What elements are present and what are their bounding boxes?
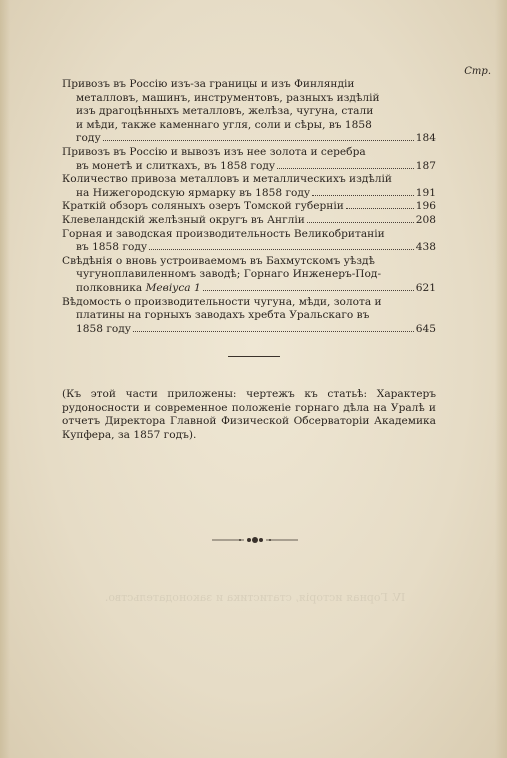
toc-entry [62,78,436,146]
toc-entry-line: чугуноплавиленномъ заводѣ; Горнаго Инженеръ-Под- [76,268,382,281]
toc-entry [62,173,436,200]
toc-entry-title: Клевеландскій желѣзный округъ въ Англіи [62,213,305,226]
toc-entry-last-line [62,200,436,214]
toc-entry-line: изъ драгоцѣнныхъ металловъ, желѣза, чугуна, стали [76,105,374,118]
toc-page-number: 621 [415,281,436,294]
toc-page-number: 187 [415,159,436,172]
toc-entry-title: въ 1858 году [76,241,148,254]
toc-entry-last-line [62,323,436,337]
toc-entry-line: Свѣдѣнія о вновь устроиваемомъ въ Бахмутскомъ уѣздѣ [62,254,375,267]
dot-leader [203,282,414,291]
page-column-label: Стр. [464,66,491,77]
toc-entry-last-line [62,282,436,296]
toc-entry-line: Количество привоза металловъ и металлическихъ издѣлій [62,173,392,186]
toc-entry-line: Горная и заводская производительность Великобританіи [62,227,385,240]
toc-entry-line: Вѣдомость о производительности чугуна, мѣди, золота и [62,295,382,308]
dot-leader [133,323,414,332]
dot-leader [103,132,414,141]
appendix-note: (Къ этой части приложены: чертежъ къ статьѣ: Характеръ рудоносности и современное положеніе горнаго дѣла на Уралѣ и отчетъ Директора Главной Физической Обсерваторіи Академика Купфера, за 1857 годъ). [62,388,436,441]
toc-entry-last-line [62,241,436,255]
toc-page-number: 196 [415,200,436,213]
toc-entry-title: 1858 году [76,322,132,335]
toc-entry-last-line [62,160,436,174]
toc-entry-last-line [62,132,436,146]
ornament-divider [210,534,300,546]
toc-entry-title [76,282,201,296]
dot-leader [149,241,414,250]
toc-page-number: 438 [415,241,436,254]
toc-entry [62,146,436,173]
toc-entry-title: въ монетѣ и слиткахъ, въ 1858 году [76,159,276,172]
toc-entry-author: Мевіуса 1 [145,281,201,294]
toc-entry-line: металловъ, машинъ, инструментовъ, разныхъ издѣлій [76,91,380,104]
toc-page-number: 208 [415,213,436,226]
toc-entry-line: Привозъ въ Россію и вывозъ изъ нее золота и серебра [62,145,366,158]
toc-entry-last-line [62,187,436,201]
toc-entry-last-line [62,214,436,228]
toc-entry-line: платины на горныхъ заводахъ хребта Уральскаго въ [76,309,370,322]
toc-entry [62,200,436,214]
table-of-contents [62,78,436,336]
toc-entry-title: на Нижегородскую ярмарку въ 1858 году [76,186,311,199]
page-edge-left [0,0,10,758]
page-edge-right [495,0,507,758]
separator-rule [228,356,280,357]
toc-entry [62,228,436,255]
toc-page-number: 645 [415,322,436,335]
show-through-text: IV. Горная исторія, статистика и законодательство. [104,591,406,604]
dot-leader [307,214,414,223]
toc-entry [62,255,436,296]
toc-entry-title: году [76,132,101,145]
dot-leader [277,160,414,169]
toc-page-number: 191 [415,186,436,199]
toc-entry [62,296,436,337]
toc-entry-title: Краткій обзоръ соляныхъ озеръ Томской губерніи [62,200,344,213]
dot-leader [312,187,414,196]
dot-leader [346,200,414,209]
toc-entry-author-prefix: полковника [76,281,146,294]
toc-page-number: 184 [415,132,436,145]
toc-entry [62,214,436,228]
toc-entry-line: Привозъ въ Россію изъ-за границы и изъ Финляндіи [62,78,355,90]
toc-entry-line: и мѣди, также каменнаго угля, соли и сѣры, въ 1858 [76,118,372,131]
